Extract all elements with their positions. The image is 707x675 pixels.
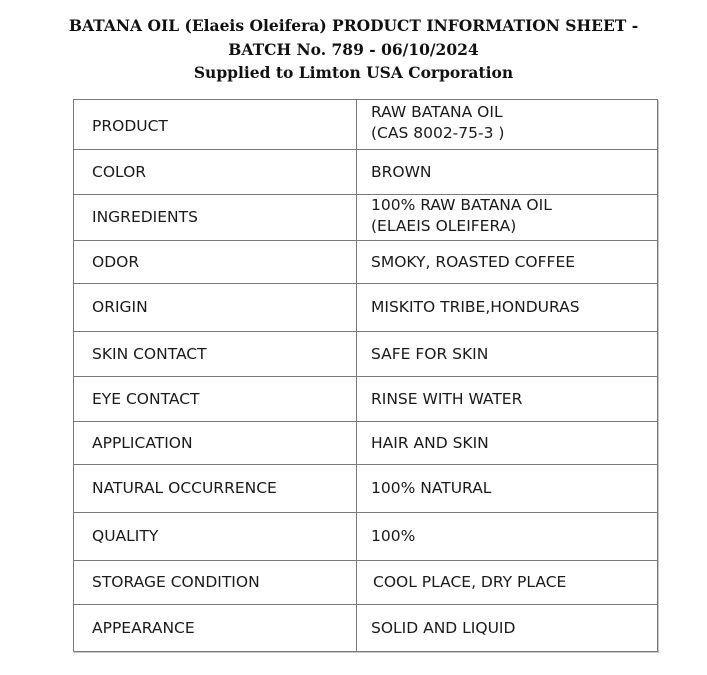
table-row [74,605,658,652]
row-label-eye-contact: EYE CONTACT [74,377,357,422]
row-label-quality: QUALITY [74,513,357,561]
row-label-natural-occurrence: NATURAL OCCURRENCE [74,465,357,513]
row-value-color: BROWN [357,150,658,195]
product-cas: (CAS 8002-75-3 ) [371,124,505,142]
row-label-application: APPLICATION [74,422,357,465]
row-value-quality: 100% [357,513,658,561]
row-label-product: PRODUCT [74,100,357,150]
ingredients-line-2: (ELAEIS OLEIFERA) [371,217,517,235]
row-value-product [357,100,658,150]
table-row [74,100,658,150]
row-label-appearance: APPEARANCE [74,605,357,652]
table-row [74,377,658,422]
row-value-storage-condition: COOL PLACE, DRY PLACE [357,561,658,605]
row-value-odor: SMOKY, ROASTED COFFEE [357,241,658,284]
row-value-skin-contact: SAFE FOR SKIN [357,332,658,377]
row-value-application: HAIR AND SKIN [357,422,658,465]
table-row [74,195,658,241]
product-name: RAW BATANA OIL [371,103,503,121]
table-row [74,561,658,605]
table-row [74,332,658,377]
ingredients-line-1: 100% RAW BATANA OIL [371,196,552,214]
product-info-table [73,99,658,652]
row-value-natural-occurrence: 100% NATURAL [357,465,658,513]
row-value-ingredients [357,195,658,241]
table-row [74,513,658,561]
table-row [74,422,658,465]
table-row [74,284,658,332]
row-value-eye-contact: RINSE WITH WATER [357,377,658,422]
supplied-to: Supplied to Limton USA Corporation [193,63,514,82]
row-label-odor: ODOR [74,241,357,284]
row-label-ingredients: INGREDIENTS [74,195,357,241]
batch-number: BATCH No. 789 - 06/10/2024 [228,39,479,59]
sheet-title: BATANA OIL (Elaeis Oleifera) PRODUCT INFORMATION SHEET - [68,16,639,35]
row-value-appearance: SOLID AND LIQUID [357,605,658,652]
table-row [74,241,658,284]
row-value-origin: MISKITO TRIBE,HONDURAS [357,284,658,332]
table-row [74,150,658,195]
row-label-skin-contact: SKIN CONTACT [74,332,357,377]
row-label-storage-condition: STORAGE CONDITION [74,561,357,605]
row-label-origin: ORIGIN [74,284,357,332]
row-label-color: COLOR [74,150,357,195]
sheet-header [0,14,707,85]
table-row [74,465,658,513]
